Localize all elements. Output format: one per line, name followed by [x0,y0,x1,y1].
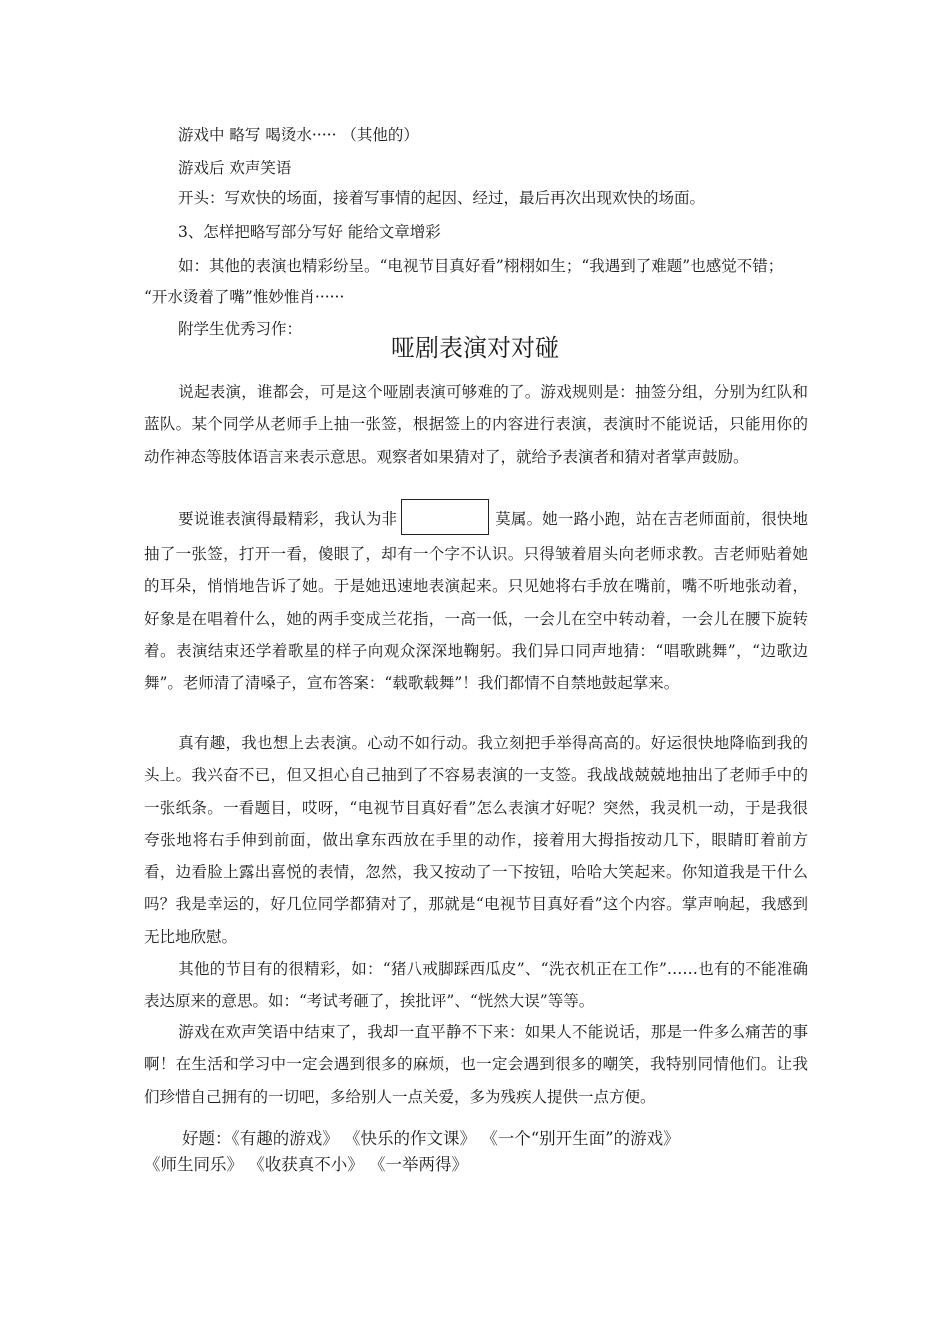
outline-example-line-cont: “开水烫着了嘴”惟妙惟肖······ [144,288,345,306]
name-blank-box [401,499,489,535]
essay-paragraph-1-text: 说起表演，谁都会，可是这个哑剧表演可够难的了。游戏规则是：抽签分组，分别为红队和蓝队。某个同学从老师手上抽一张签，根据签上的内容进行表演，表演时不能说话，只能用你的动作神态等肢体语言来表示意思。观察者如果猜对了，就给予表演者和猜对者掌声鼓励。 [144,383,808,466]
essay-paragraph-2 [144,502,808,699]
essay-paragraph-5 [144,1016,808,1113]
essay-paragraph-3 [144,727,808,953]
essay-paragraph-2-text-b: 莫属。她一路小跑，站在吉老师面前，很快地抽了一张签，打开一看，傻眼了，却有一个字不认识。只得皱着眉头向老师求教。吉老师贴着她的耳朵，悄悄地告诉了她。于是她迅速地表演起来。只见她将右手放在嘴前，嘴不听地张动着，好象是在唱着什么，她的两手变成兰花指，一高一低，一会儿在空中转动着，一会儿在腰下旋转着。表演结束还学着歌星的样子向观众深深地鞠躬。我们异口同声地猜：“唱歌跳舞”，“边歌边舞”。老师清了清嗓子，宣布答案：“载歌载舞”！我们都情不自禁地鼓起掌来。 [144,510,808,693]
essay-paragraph-2-text-a: 要说谁表演得最精彩，我认为非 [178,510,398,528]
attached-essay-label: 附学生优秀习作： [178,320,303,338]
essay-paragraph-4-text: 其他的节目有的很精彩，如：“猪八戒脚踩西瓜皮”、“洗衣机正在工作”……也有的不能准确表达原来的意思。如：“考试考砸了，挨批评”、“恍然大误”等等。 [144,960,808,1011]
essay-paragraph-3-text: 真有趣，我也想上去表演。心动不如行动。我立刻把手举得高高的。好运很快地降临到我的头上。我兴奋不已，但又担心自己抽到了不容易表演的一支签。我战战兢兢地抽出了老师手中的一张纸条。一看题目，哎呀，“电视节目真好看”怎么表演才好呢？突然，我灵机一动，于是我很夸张地将右手伸到前面，做出拿东西放在手里的动作，接着用大拇指按动几下，眼睛盯着前方看，边看脸上露出喜悦的表情，忽然，我又按动了一下按钮，哈哈大笑起来。你知道我是干什么吗？我是幸运的，好几位同学都猜对了，那就是“电视节目真好看”这个内容。掌声响起，我感到无比地欣慰。 [144,734,808,946]
essay-paragraph-5-text: 游戏在欢声笑语中结束了，我却一直平静不下来：如果人不能说话，那是一件多么痛苦的事啊！在生活和学习中一定会遇到很多的麻烦，也一定会遇到很多的嘲笑，我特别同情他们。让我们珍惜自己拥有的一切吧，多给别人一点关爱，多为残疾人提供一点方便。 [144,1023,808,1106]
outline-example-line: 如：其他的表演也精彩纷呈。“电视节目真好看”栩栩如生；“我遇到了难题”也感觉不错； [178,257,784,275]
good-titles-line-1: 好题：《有趣的游戏》 《快乐的作文课》 《一个“别开生面”的游戏》 [182,1129,680,1148]
outline-line-during-game: 游戏中 略写 喝烫水····· （其他的） [178,126,419,144]
good-titles-line-2: 《师生同乐》 《收获真不小》 《一举两得》 [144,1155,468,1174]
essay-paragraph-4 [144,953,808,1018]
outline-line-after-game: 游戏后 欢声笑语 [178,159,292,177]
outline-heading-brief-writing: 3、怎样把略写部分写好 能给文章增彩 [178,223,441,241]
outline-line-opening: 开头：写欢快的场面，接着写事情的起因、经过，最后再次出现欢快的场面。 [178,189,706,207]
essay-title: 哑剧表演对对碰 [391,334,559,362]
essay-paragraph-1 [144,376,808,473]
